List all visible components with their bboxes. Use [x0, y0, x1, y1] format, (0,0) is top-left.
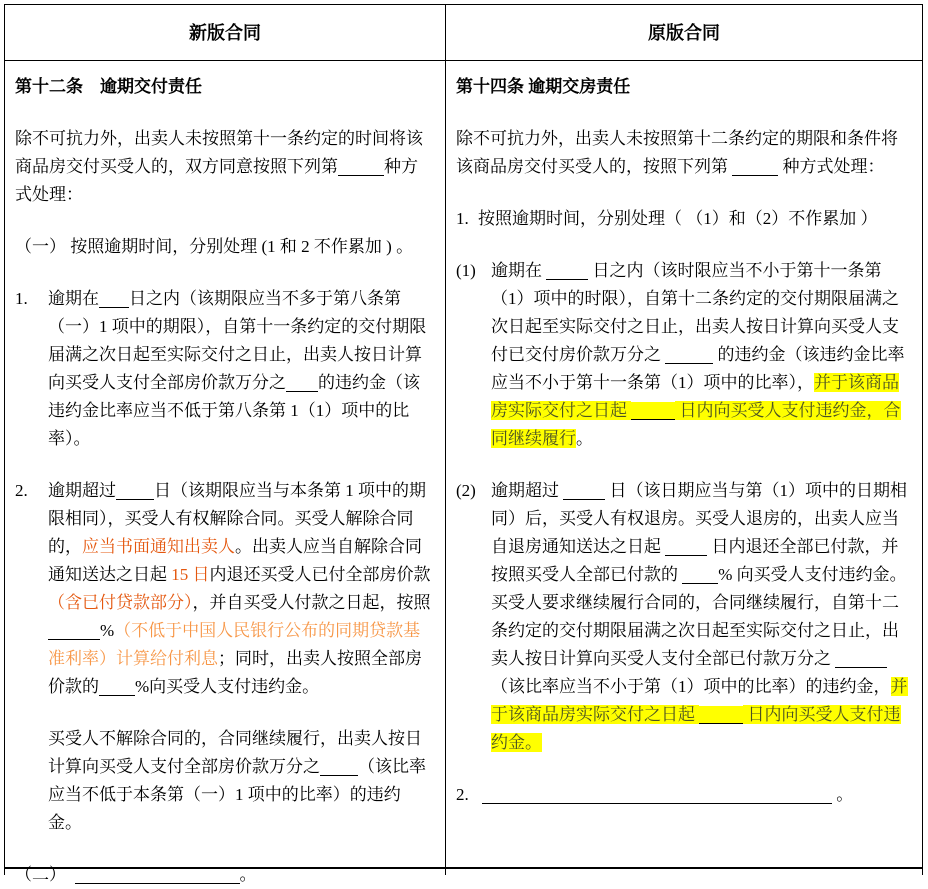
- next-row-stub: [5, 869, 922, 875]
- text-run: 日之内（该期限应当不多于第八条第（一）1 项中的期限），自第十一条约定的交付期限届满之次日起至实际交付之日止，出卖人按日计算向买受人支付全部房价款万分之: [48, 289, 427, 392]
- text-run: 日内退还全部已付款，并按照买受人全部已付款的: [491, 537, 899, 584]
- highlighted-text-run: 日内向买受人支付违约金，合同继续履行: [491, 401, 901, 448]
- blank-field: [320, 758, 358, 776]
- article-title-original: [456, 73, 910, 101]
- article-title-new: [15, 73, 433, 101]
- list-marker: (2): [456, 481, 476, 500]
- paragraph: [15, 725, 433, 837]
- text-run: 种方式处理：: [778, 157, 885, 176]
- paragraph: [15, 125, 433, 209]
- paragraph: [456, 477, 910, 757]
- paragraph: [456, 125, 910, 181]
- text-run: 种方式处理：: [15, 157, 418, 204]
- list-marker: 2.: [15, 481, 28, 500]
- blank-field: [835, 650, 887, 668]
- text-run: （该比率应当不小于第（1）项中的比率）的违约金，: [491, 677, 891, 696]
- blank-field: [482, 786, 832, 804]
- text-run: 按照逾期时间，分别处理（ （1）和（2）不作累加 ）: [478, 209, 878, 228]
- text-run: 。: [832, 785, 854, 804]
- text-run: %向买受人支付违约金。: [135, 677, 320, 696]
- list-marker: (1): [456, 261, 476, 280]
- text-run: （二）: [15, 865, 75, 884]
- blank-field: [546, 262, 588, 280]
- text-run: 。: [239, 865, 257, 884]
- blank-field: [665, 346, 713, 364]
- text-run: %: [100, 621, 115, 640]
- orange-text-run: 应当书面通知出卖人: [82, 537, 235, 556]
- table-header-row: [5, 5, 922, 61]
- highlighted-text-run: 日内向买受人支付违约金。: [491, 705, 901, 752]
- text-run: （该比率应当不低于本条第（一）1 项中的比率）的违约金。: [48, 757, 426, 832]
- text-run: % 向买受人支付违约金。买受人要求继续履行合同的，合同继续履行，自第十二条约定的交付期限届满之次日起至实际交付之日止，出卖人按日计算向买受人支付全部已付款万分之: [491, 565, 907, 668]
- next-row-stub-right: [446, 869, 922, 875]
- blank-field: [732, 158, 778, 176]
- text-run: 内退还买受人已付全部房价款: [209, 565, 431, 584]
- text-run: 买受人不解除合同的，合同继续履行，出卖人按日计算向买受人支付全部房价款万分之: [48, 729, 422, 776]
- blank-field: [286, 374, 318, 392]
- text-run: 的违约金（该违约金比率应当不低于第八条第 1（1）项中的比率）。: [48, 373, 420, 448]
- text-run: ；同时，出卖人按照全部房价款的: [48, 649, 422, 696]
- text-run: （一） 按照逾期时间，分别处理 (1 和 2 不作累加 ) 。: [15, 237, 414, 256]
- header-original-contract: 原版合同: [648, 22, 720, 43]
- text-run: 。出卖人应当自解除合同通知送达之日起: [48, 537, 422, 584]
- text-run: 第十四条 逾期交房责任: [456, 77, 631, 96]
- next-row-stub-left: [5, 869, 446, 875]
- blank-field: [99, 290, 129, 308]
- text-run: 日（该期限应当与本条第 1 项中的期限相同），买受人有权解除合同。买受人解除合同的，: [48, 481, 426, 556]
- blank-field: [99, 678, 135, 696]
- paragraph: [456, 205, 910, 233]
- blank-field: [631, 402, 675, 420]
- blank-field: [338, 158, 384, 176]
- text-run: 除不可抗力外，出卖人未按照第十一条约定的时间将该商品房交付买受人的，双方同意按照下列第: [15, 129, 423, 176]
- paragraph: [15, 861, 433, 889]
- paragraph: [15, 477, 433, 701]
- blank-field: [48, 622, 100, 640]
- text-run: 逾期超过: [491, 481, 564, 500]
- header-new-contract: 新版合同: [5, 5, 446, 60]
- comparison-table: [4, 4, 923, 884]
- text-run: 日之内（该时限应当不小于第十一条第（1）项中的时限），自第十二条约定的交付期限届满之次日起至实际交付之日止，出卖人按日计算向买受人支付已交付房价款万分之: [491, 261, 899, 364]
- blank-field: [116, 482, 154, 500]
- paragraph: [456, 781, 910, 809]
- highlighted-text-run: 并于该商品房实际交付之日起: [491, 373, 899, 420]
- new-contract-column: [5, 61, 446, 884]
- list-marker: 2.: [456, 785, 469, 804]
- blank-field: [563, 482, 605, 500]
- text-run: 除不可抗力外，出卖人未按照第十二条约定的期限和条件将该商品房交付买受人的，按照下列第: [456, 129, 898, 176]
- text-run: 逾期在: [48, 289, 99, 308]
- text-run: 的违约金（该违约金比率应当不小于第十一条第（1）项中的比率），: [491, 345, 905, 392]
- paragraph: [15, 233, 433, 261]
- paragraph: [456, 257, 910, 453]
- original-contract-column: [446, 61, 922, 867]
- text-run: ，并自买受人付款之日起，按照: [192, 593, 431, 612]
- list-marker: 1.: [15, 289, 28, 308]
- orange-text-run: 15 日: [171, 565, 210, 584]
- paragraph: [15, 285, 433, 453]
- list-marker: 1.: [456, 209, 469, 228]
- highlighted-text-run: 并于该商品房实际交付之日起: [491, 677, 908, 724]
- orange-text-run: （不低于中国人民银行公布的同期贷款基准利率）计算给付利息: [48, 621, 421, 668]
- text-run: 第十二条 逾期交付责任: [15, 77, 202, 96]
- text-run: 。: [576, 429, 593, 448]
- blank-field: [682, 566, 718, 584]
- text-run: 逾期在: [491, 261, 547, 280]
- blank-field: [665, 538, 707, 556]
- blank-field: [699, 706, 743, 724]
- orange-text-run: （含已付贷款部分）: [48, 593, 193, 612]
- text-run: 日（该日期应当与第（1）项中的日期相同）后，买受人有权退房。买受人退房的，出卖人应当自退房通知送达之日起: [491, 481, 907, 556]
- text-run: 逾期超过: [48, 481, 116, 500]
- table-body-row: [5, 61, 922, 884]
